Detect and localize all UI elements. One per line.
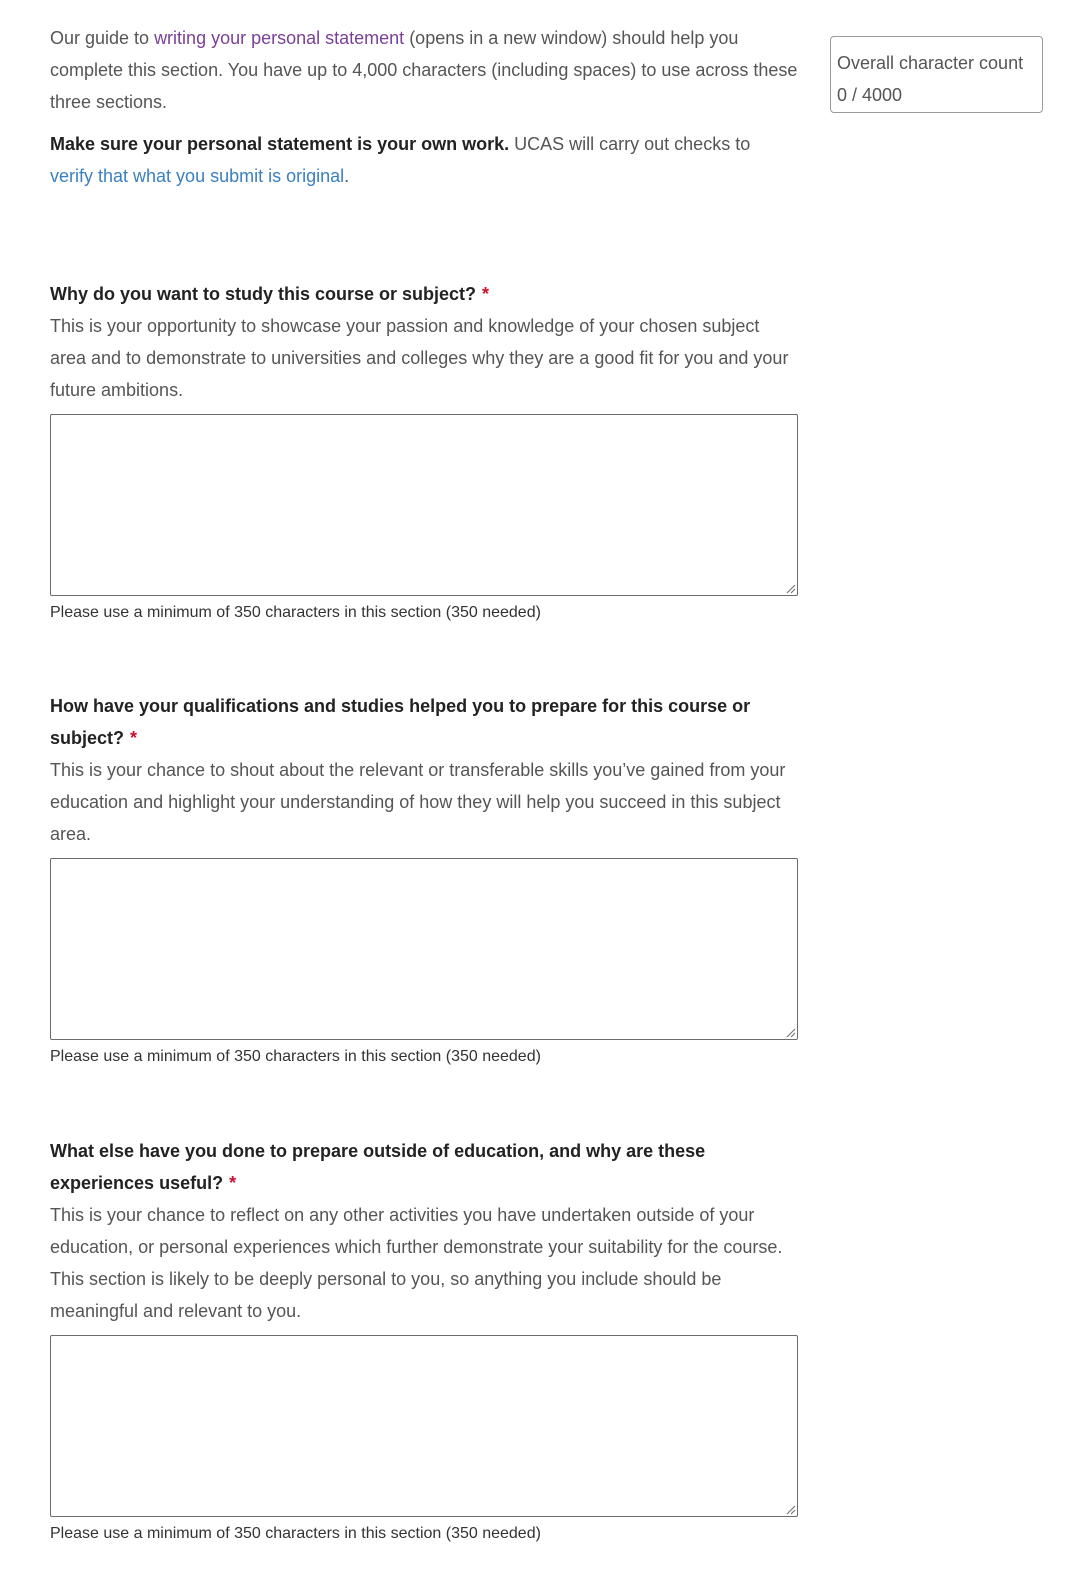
intro-text-end: (opens in a new window) should help you complete this section. You have up to 4,000 characters (including spaces) to use across these three sections.: [50, 28, 798, 112]
outside-education-textarea[interactable]: [50, 1335, 798, 1517]
question-text: How have your qualifications and studies helped you to prepare for this course or subject?: [50, 696, 751, 748]
resize-handle-icon[interactable]: [784, 1503, 796, 1515]
required-marker: *: [130, 728, 138, 748]
personal-statement-guide-link[interactable]: writing your personal statement: [154, 28, 405, 48]
section-qualifications: [50, 690, 798, 1068]
intro-paragraph: [50, 22, 798, 118]
textarea-wrapper: [50, 858, 798, 1040]
resize-handle-icon[interactable]: [784, 1026, 796, 1038]
minimum-characters-hint: Please use a minimum of 350 characters in this section (350 needed): [50, 1048, 541, 1065]
textarea-wrapper: [50, 414, 798, 596]
own-work-notice: Make sure your personal statement is your own work.: [50, 134, 510, 154]
section-outside-education: [50, 1135, 798, 1545]
verify-original-link[interactable]: verify that what you submit is original: [50, 166, 345, 186]
originality-paragraph: [50, 128, 798, 192]
intro-text-start: Our guide to: [50, 28, 155, 48]
minimum-characters-hint: Please use a minimum of 350 characters in this section (350 needed): [50, 604, 541, 621]
why-study-textarea[interactable]: [50, 414, 798, 596]
question-description: This is your opportunity to showcase your passion and knowledge of your chosen subject area and to demonstrate to universities and colleges why they are a good fit for you and your future ambitions.: [50, 316, 789, 400]
overall-character-counter: [830, 36, 1043, 113]
character-count-value: 0 / 4000: [837, 85, 903, 105]
question-description: This is your chance to shout about the relevant or transferable skills you’ve gained from your education and highlight your understanding of how they will help you succeed in this subject area.: [50, 760, 786, 844]
minimum-characters-hint: Please use a minimum of 350 characters in this section (350 needed): [50, 1525, 541, 1542]
question-heading: [50, 690, 798, 754]
intro: [50, 22, 798, 192]
required-marker: *: [482, 284, 490, 304]
resize-handle-icon[interactable]: [784, 582, 796, 594]
character-count-label: Overall character count: [837, 53, 1024, 73]
question-description: This is your chance to reflect on any other activities you have undertaken outside of your education, or personal experiences which further demonstrate your suitability for the course. This section is likely to be deeply personal to you, so anything you include should be meaningful and relevant to you.: [50, 1205, 783, 1321]
question-text: Why do you want to study this course or subject?: [50, 284, 477, 304]
section-why-study: [50, 278, 798, 624]
question-heading: [50, 278, 798, 310]
originality-text: UCAS will carry out checks to: [509, 134, 751, 154]
originality-text-end: .: [344, 166, 350, 186]
question-heading: [50, 1135, 798, 1199]
qualifications-textarea[interactable]: [50, 858, 798, 1040]
question-text: What else have you done to prepare outside of education, and why are these experiences useful?: [50, 1141, 706, 1193]
required-marker: *: [229, 1173, 237, 1193]
textarea-wrapper: [50, 1335, 798, 1517]
